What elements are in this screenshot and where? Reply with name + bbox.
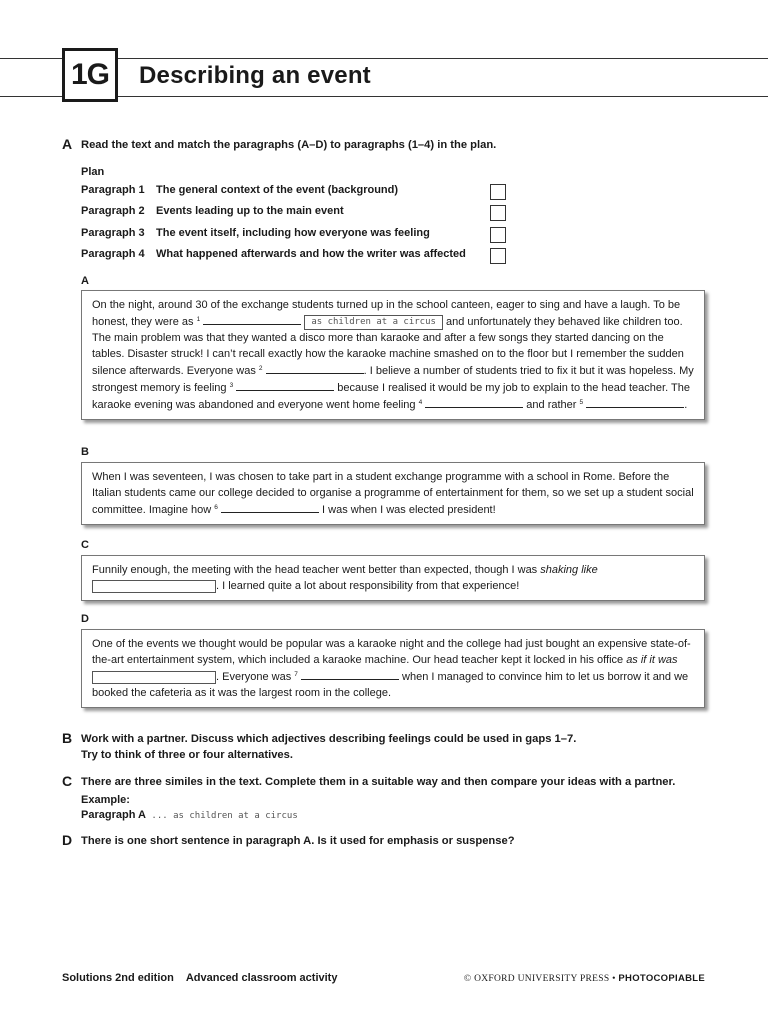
section-b-letter: B [62, 730, 73, 746]
simile-start: shaking like [540, 564, 598, 576]
text-run: . I learned quite a lot about responsibility from that experience! [216, 580, 520, 592]
page-title: Describing an event [139, 62, 371, 89]
footer-photocopiable: PHOTOCOPIABLE [618, 973, 705, 984]
paragraph-c-label: C [81, 539, 89, 551]
plan-checkbox[interactable] [490, 205, 506, 221]
plan-row-number: Paragraph 4 [81, 248, 145, 260]
instruction-line: Work with a partner. Discuss which adjectives describing feelings could be used in gaps 1–7. [81, 733, 577, 745]
gap-blank[interactable] [301, 668, 399, 680]
paragraph-d-text [92, 636, 694, 701]
plan-row [81, 248, 466, 266]
text-run: . Everyone was [216, 671, 295, 683]
section-a-letter: A [62, 136, 73, 152]
plan-row-number: Paragraph 3 [81, 227, 145, 239]
example-answer: as children at a circus [304, 315, 443, 330]
text-run: because I realised it would be my job to explain to the head teacher. The karaoke evening was abandoned and everyone went home feeling [92, 382, 690, 411]
plan-row-description: What happened afterwards and how the writer was affected [156, 248, 466, 260]
gap-number: 2 [258, 365, 263, 372]
footer-left [62, 972, 337, 984]
gap-number: 5 [579, 399, 584, 406]
section-b-instruction [81, 731, 576, 763]
gap-number: 3 [229, 382, 234, 389]
plan-row [81, 184, 398, 202]
text-run: . I believe a number of students tried to fix it but it was hopeless. My strongest memory is feeling [92, 365, 694, 394]
paragraph-d-label: D [81, 613, 89, 625]
example-line [81, 807, 298, 824]
text-run: and rather [523, 399, 580, 411]
gap-number: 1 [196, 316, 201, 323]
plan-row-number: Paragraph 2 [81, 205, 145, 217]
simile-gap-box[interactable] [92, 580, 216, 593]
example-paragraph: Paragraph A [81, 809, 147, 821]
gap-blank[interactable] [586, 396, 684, 408]
example-fill: ... as children at a circus [146, 811, 298, 821]
plan-row-description: The event itself, including how everyone was feeling [156, 227, 430, 239]
text-run: when I managed to convince him to let us borrow it and we booked the cafeteria as it was the largest room in the college. [92, 671, 689, 699]
paragraph-b-text [92, 469, 694, 518]
plan-checkbox[interactable] [490, 248, 506, 264]
text-run: . [684, 399, 688, 411]
gap-number: 7 [294, 671, 298, 678]
text-run: One of the events we thought would be popular was a karaoke night and the college had just bought an expensive state-of-the-art entertainment system, which included a karaoke machine. Our head teacher kept it locked in his office [92, 638, 691, 666]
plan-row-description: The general context of the event (background) [156, 184, 399, 196]
text-run: On the night, around 30 of the exchange students turned up in the school canteen, eager to sing and have a laugh. To be honest, they were as [92, 299, 681, 328]
section-c-letter: C [62, 773, 73, 789]
text-run: I was when I was elected president! [318, 504, 496, 516]
paragraph-d-box [81, 629, 705, 708]
plan-checkbox[interactable] [490, 184, 506, 200]
footer-activity: Advanced classroom activity [185, 972, 338, 984]
simile-gap-box[interactable] [92, 671, 216, 684]
plan-row-description: Events leading up to the main event [156, 205, 344, 217]
footer-edition: Solutions 2nd edition [62, 972, 174, 984]
footer-copyright: © OXFORD UNIVERSITY PRESS • [463, 974, 619, 984]
gap-blank[interactable] [203, 313, 301, 325]
simile-start: as if it was [626, 654, 678, 666]
instruction-line: Try to think of three or four alternatives. [81, 749, 293, 761]
unit-badge: 1G [62, 48, 118, 102]
paragraph-a-label: A [81, 275, 89, 287]
gap-blank[interactable] [425, 396, 523, 408]
paragraph-c-text [92, 562, 694, 594]
plan-checkbox[interactable] [490, 227, 506, 243]
plan-row [81, 227, 430, 245]
paragraph-a-text [92, 297, 694, 413]
gap-blank[interactable] [236, 379, 334, 391]
section-d-instruction: There is one short sentence in paragraph A. Is it used for emphasis or suspense? [81, 835, 515, 847]
example-label: Example: [81, 794, 130, 806]
paragraph-c-box [81, 555, 705, 601]
text-run: When I was seventeen, I was chosen to take part in a student exchange programme with a school in Rome. Before the Italian students came our college decided to organise a programme of entertainment for them, so we set up a student social committee. Imagine how [92, 471, 694, 516]
paragraph-b-box [81, 462, 705, 525]
section-c-instruction: There are three similes in the text. Complete them in a suitable way and then compare your ideas with a partner. [81, 776, 676, 788]
gap-number: 4 [418, 399, 423, 406]
gap-blank[interactable] [266, 362, 364, 374]
gap-number: 6 [214, 504, 218, 511]
section-d-letter: D [62, 832, 73, 848]
text-run: Funnily enough, the meeting with the head teacher went better than expected, though I was [92, 564, 541, 576]
paragraph-a-box [81, 290, 705, 420]
plan-row [81, 205, 344, 223]
footer-right [464, 973, 705, 984]
plan-row-number: Paragraph 1 [81, 184, 145, 196]
gap-blank[interactable] [221, 501, 319, 513]
plan-label: Plan [81, 166, 105, 178]
paragraph-b-label: B [81, 446, 89, 458]
text-run: and unfortunately they behaved like children too. The main problem was that they wanted a disco more than karaoke and after a few songs they started dancing on the tables. Disaster struck! I can’t recall exactly how the karaoke machine smashed on to the floor but I remember the sudden silence afterwards. Everyone was [92, 316, 684, 377]
section-a-instruction: Read the text and match the paragraphs (A–D) to paragraphs (1–4) in the plan. [81, 139, 497, 151]
